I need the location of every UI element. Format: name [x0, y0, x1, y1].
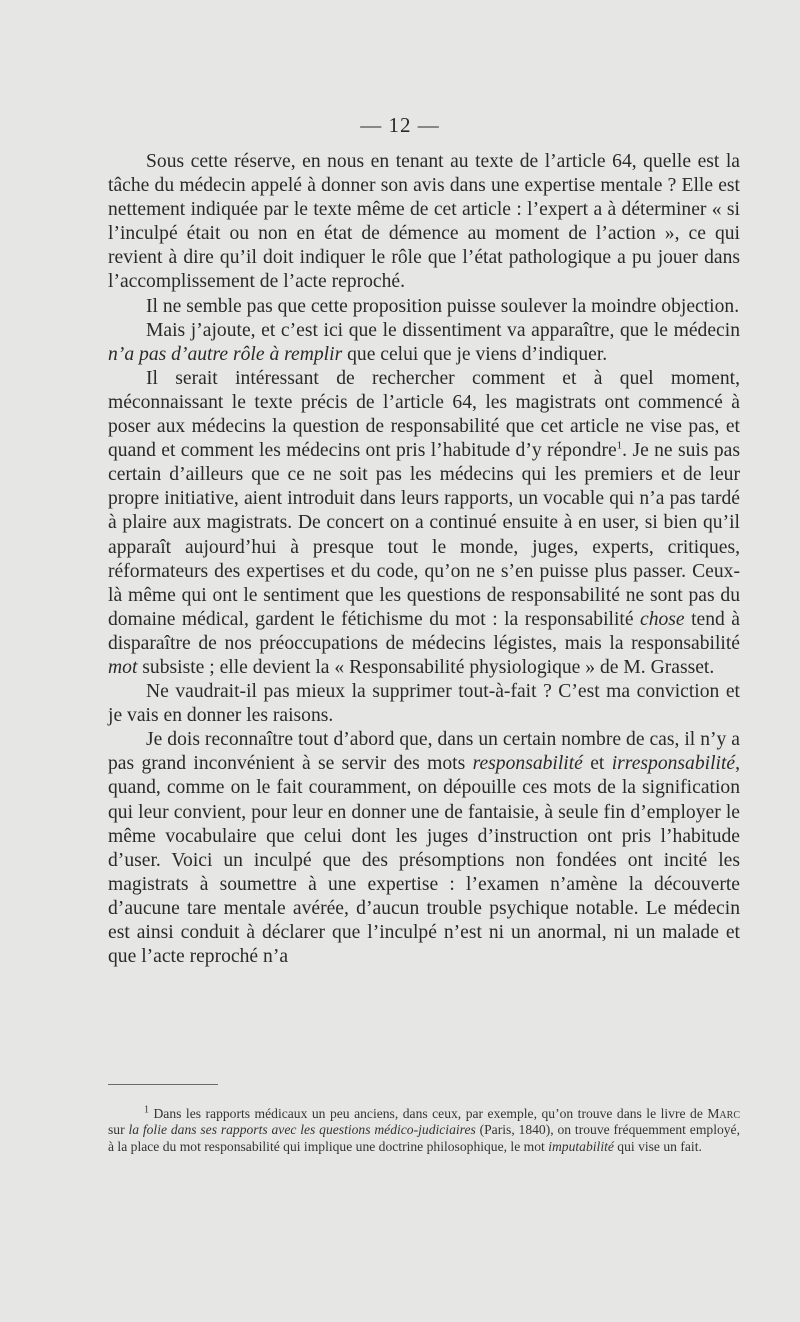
paragraph-text: Il serait intéressant de rechercher comment et à quel moment, méconnaissant le texte précis de l’article 64, les magistrats ont commencé à poser aux médecins la question de responsabilité que cet article ne vise pas, et quand et comment les médecins ont pris l’habitude d’y répondre — [108, 367, 740, 462]
body-text — [108, 150, 740, 969]
paragraph — [108, 295, 740, 319]
italic-phrase: irresponsabilité — [611, 753, 736, 775]
paragraph-text: Il ne semble pas que cette proposition puisse soulever la moindre objection. — [146, 295, 740, 317]
paragraph-text: , quand, comme on le fait couramment, on dépouille ces mots de la signification qui leur convient, pour leur en donner une de fantaisie, à seule fin d’employer le même vocabulaire que celui dont les juges d’instruction ont pris l’habitude d’user. Voici un inculpé que des présomptions non fondées ont incité les magistrats à soumettre à une expertise : l’examen n’amène la découverte d’aucune tare mentale avérée, d’aucun trouble psychique notable. Le médecin est ainsi conduit à déclarer que l’inculpé n’est ni un anormal, ni un malade et que l’acte reproché n’a — [108, 753, 741, 968]
italic-phrase: mot — [108, 656, 138, 678]
paragraph-text: et — [582, 753, 612, 775]
italic-phrase: chose — [640, 608, 685, 630]
footnote-divider — [108, 1084, 218, 1085]
paragraph — [108, 319, 740, 367]
italic-phrase: n’a pas d’autre rôle à remplir — [108, 343, 343, 365]
footnote-text: Dans les rapports médicaux un peu anciens, dans ceux, par exemple, qu’on trouve dans le livre de — [149, 1106, 708, 1121]
paragraph-text: subsiste ; elle devient la « Responsabilité physiologique » de M. Grasset. — [137, 656, 715, 678]
paragraph — [108, 150, 740, 295]
paragraph — [108, 680, 740, 728]
paragraph — [108, 728, 740, 969]
footnote-text: (Paris, 1840), on trouve fréquemment employé, à la place du mot responsabilité qui implique une doctrine philosophique, le mot — [108, 1122, 740, 1154]
author-name: Marc — [707, 1106, 740, 1121]
footnote-number: 1 — [144, 1104, 149, 1116]
paragraph-text: Mais j’ajoute, et c’est ici que le dissentiment va apparaître, que le médecin — [146, 319, 740, 341]
book-title: la folie dans ses rapports avec les questions médico-judiciaires — [128, 1122, 476, 1138]
italic-phrase: responsabilité — [472, 753, 583, 775]
paragraph-text: . Je ne suis pas certain d’ailleurs que ce ne soit pas les médecins qui les premiers et de leur propre initiative, aient introduit dans leurs rapports, un vocable qui n’a pas tardé à plaire aux magistrats. De concert on a continué ensuite à en user, si bien qu’il apparaît aujourd’hui à presque tout le monde, juges, experts, critiques, réformateurs des expertises et du code, qu’on ne s’en puisse plus passer. Ceux-là même qui ont le sentiment que les questions de responsabilité ne sont pas du domaine médical, gardent le fétichisme du mot : la responsabilité — [108, 440, 740, 630]
paragraph-text: Sous cette réserve, en nous en tenant au texte de l’article 64, quelle est la tâche du médecin appelé à donner son avis dans une expertise mentale ? Elle est nettement indiquée par le texte même de cet article : l’expert a à déterminer « si l’inculpé était ou non en état de démence au moment de l’action », ce qui revient à dire qu’il doit indiquer le rôle que l’état pathologique a pu jouer dans l’accomplissement de l’acte reproché. — [108, 151, 740, 293]
italic-phrase: imputabilité — [548, 1138, 614, 1154]
footnote — [108, 1106, 740, 1155]
footnote-reference[interactable]: 1 — [616, 439, 623, 452]
footnote-text: qui vise un fait. — [613, 1138, 702, 1154]
paragraph-text: Ne vaudrait-il pas mieux la supprimer tout-à-fait ? C’est ma conviction et je vais en donner les raisons. — [108, 681, 740, 727]
paragraph-text: tend à disparaître de nos préoccupations de médecins légistes, mais la responsabilité — [108, 608, 740, 654]
paragraph-text: Je dois reconnaître tout d’abord que, dans un certain nombre de cas, il n’y a pas grand inconvénient à se servir des mots — [108, 729, 740, 775]
footnote-text: sur — [108, 1122, 129, 1138]
page-number: — 12 — — [360, 113, 440, 137]
paragraph-text: que celui que je viens d’indiquer. — [342, 343, 608, 365]
paragraph — [108, 367, 740, 680]
